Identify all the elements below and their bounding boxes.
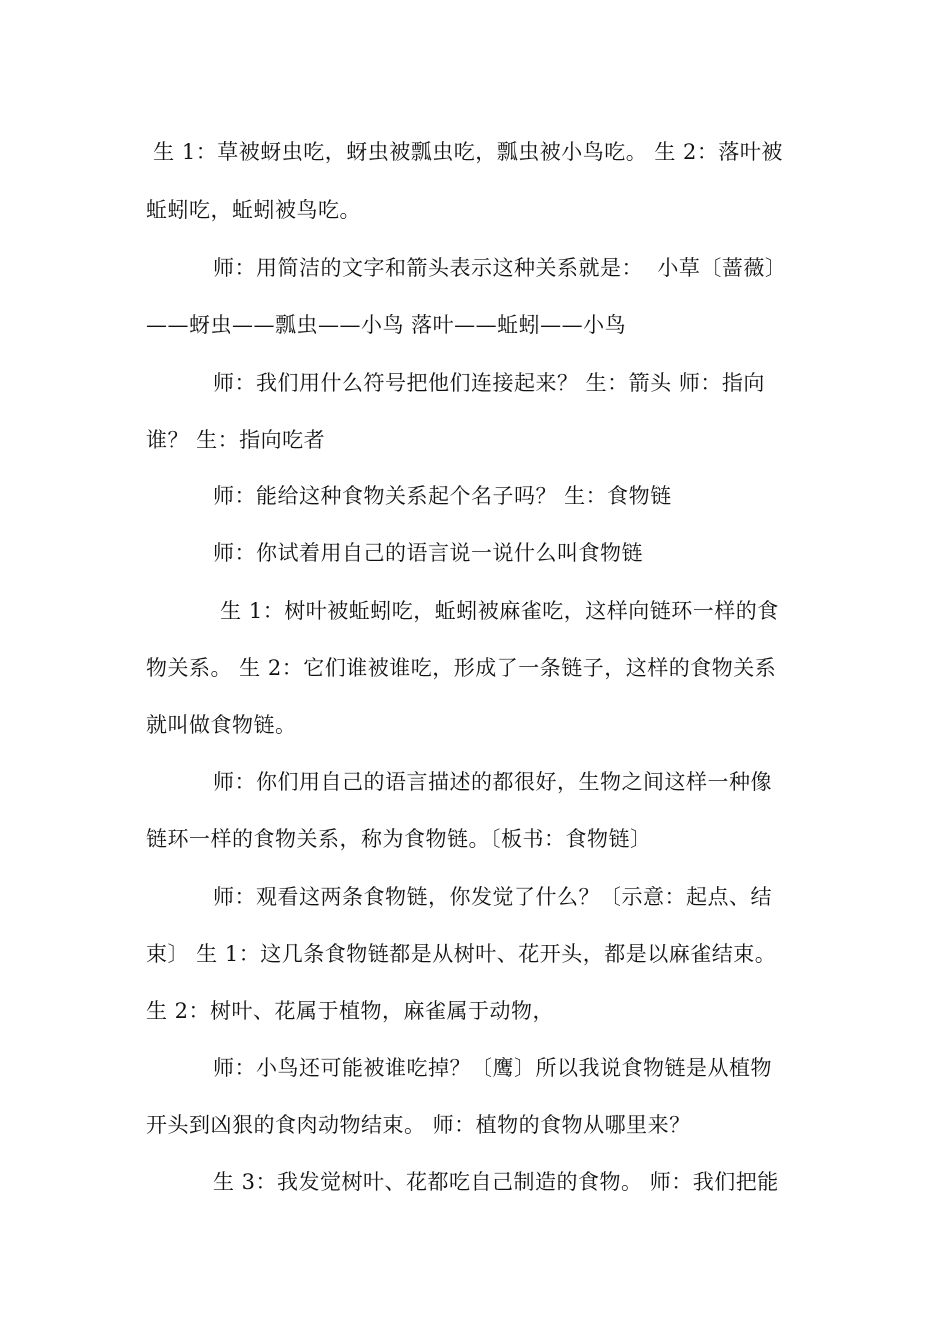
text-line-14: 师：观看这两条食物链，你发觉了什么？〔示意：起点、结 (213, 885, 772, 909)
text-line-12: 师：你们用自己的语言描述的都很好，生物之间这样一种像 (213, 770, 772, 794)
text-line-11: 就叫做食物链。 (146, 713, 297, 737)
text-line-4: ——蚜虫——瓢虫——小鸟 落叶——蚯蚓——小鸟 (146, 313, 627, 337)
text-line-19: 生 3：我发觉树叶、花都吃自己制造的食物。 师：我们把能 (213, 1170, 779, 1194)
text-line-10: 物关系。 生 2：它们谁被谁吃，形成了一条链子，这样的食物关系 (146, 656, 777, 680)
text-line-8: 师：你试着用自己的语言说一说什么叫食物链 (213, 541, 643, 565)
text-line-7: 师：能给这种食物关系起个名子吗？ 生：食物链 (213, 484, 672, 508)
text-line-6: 谁？ 生：指向吃者 (146, 428, 326, 452)
text-line-13: 链环一样的食物关系，称为食物链。〔板书：食物链〕 (146, 827, 652, 851)
text-line-3: 师：用简洁的文字和箭头表示这种关系就是： 小草〔蔷薇〕 (213, 256, 787, 280)
text-line-17: 师：小鸟还可能被谁吃掉？〔鹰〕所以我说食物链是从植物 (213, 1056, 772, 1080)
text-line-1: 生 1：草被蚜虫吃，蚜虫被瓢虫吃，瓢虫被小鸟吃。 生 2：落叶被 (146, 140, 783, 164)
text-line-9: 生 1：树叶被蚯蚓吃，蚯蚓被麻雀吃，这样向链环一样的食 (213, 599, 779, 623)
text-line-2: 蚯蚓吃，蚯蚓被鸟吃。 (146, 198, 361, 222)
text-line-5: 师：我们用什么符号把他们连接起来？ 生：箭头 师：指向 (213, 371, 765, 395)
text-line-18: 开头到凶狠的食肉动物结束。 师：植物的食物从哪里来？ (146, 1113, 691, 1137)
text-line-16: 生 2：树叶、花属于植物，麻雀属于动物， (146, 999, 555, 1023)
text-line-15: 束〕 生 1：这几条食物链都是从树叶、花开头，都是以麻雀结束。 (146, 942, 777, 966)
